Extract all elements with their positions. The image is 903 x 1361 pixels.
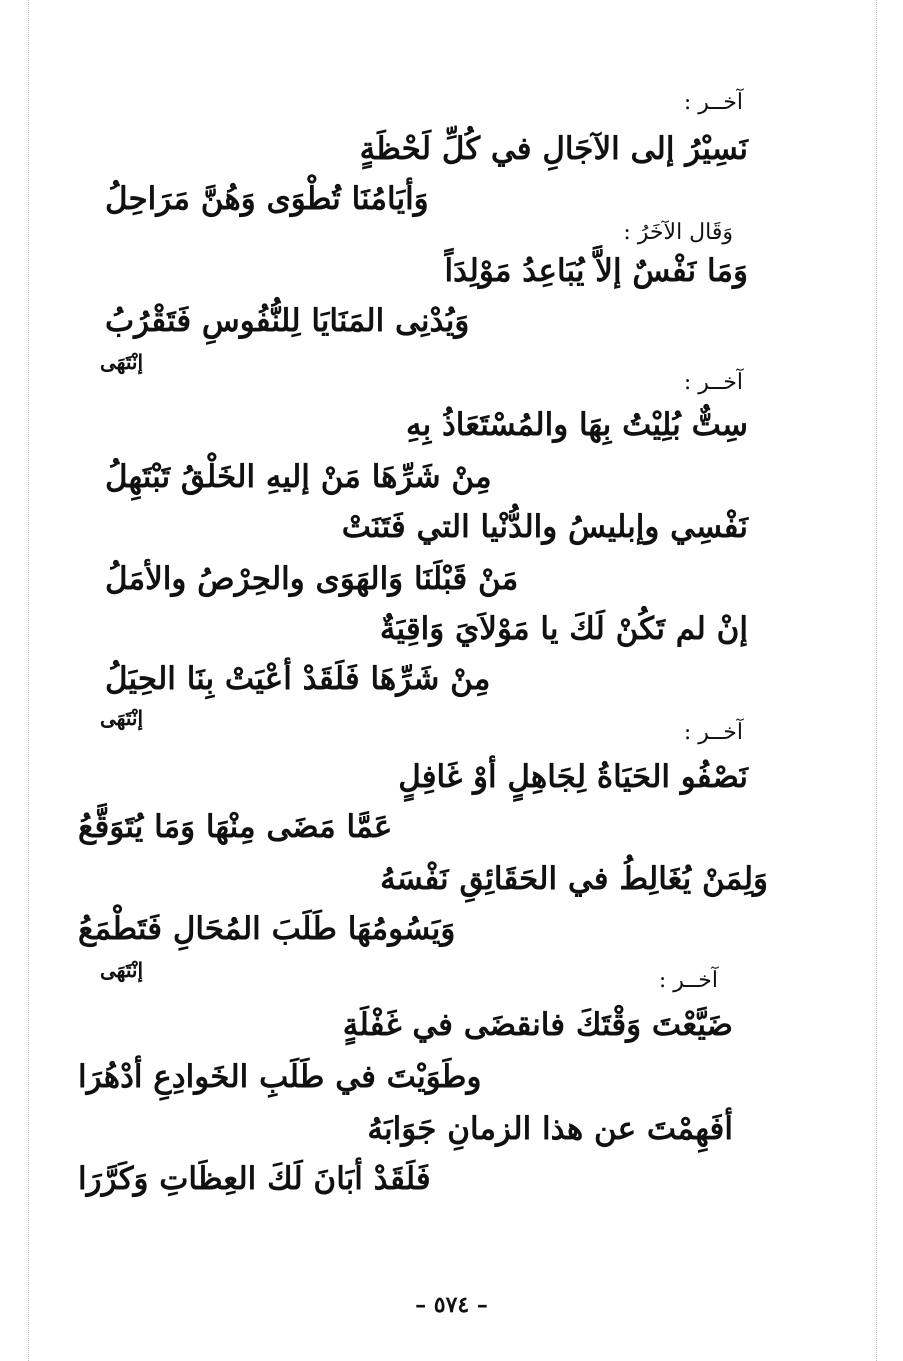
verse-line: وَأيَامُنَا تُطْوَى وَهُنَّ مَرَاحِلُ [105,181,429,217]
verse-line: نَفْسِي وإبليسُ والدُّنْيا التي فَتَنَتْ [341,509,748,545]
page-number: – ٥٧٤ – [415,1292,488,1318]
verse-line: فَلَقَدْ أبَانَ لَكَ العِظَاتِ وَكَرَّرَا [78,1161,431,1197]
verse-line: ضَيَّعْتَ وَقْتَكَ فانقضَى في غَفْلَةٍ [342,1007,733,1043]
verse-line: وَلِمَنْ يُغَالِطُ في الحَقَائِقِ نَفْسَهُ [380,861,768,897]
verse-line: إنْ لم تَكُنْ لَكَ يا مَوْلاَيَ وَاقِيَةٌ [379,611,748,647]
left-margin-line [28,0,29,1361]
verse-line: وطَوَيْتَ في طَلَبِ الخَوادِعِ أدْهُرَا [78,1059,482,1095]
poem-heading: وَقَال الآخَرُ : [623,220,733,245]
verse-line: عَمَّا مَضَى مِنْهَا وَمَا يُتَوَقَّعُ [78,809,393,845]
verse-line: سِتٌّ بُلِيْتُ بِهَا والمُسْتَعَاذُ بِهِ [405,407,748,443]
end-label: إنْتَهَى [100,350,144,374]
verse-line: أفَهِمْتَ عن هذا الزمانِ جَوَابَهُ [367,1111,733,1147]
verse-line: مِنْ شَرِّهَا فَلَقَدْ أعْيَتْ بِنَا الحِيَلُ [105,661,491,697]
verse-line: وَيَسُومُهَا طَلَبَ المُحَالِ فَتَطْمَعُ [78,911,456,947]
end-label: إنْتَهَى [100,958,144,982]
verse-line: وَيُدْنِى المَنَايَا لِلنُّفُوسِ فَتَقْرُبُ [105,303,470,339]
poem-heading: آخــر : [658,968,718,993]
poem-heading: آخــر : [683,90,743,115]
poem-heading: آخــر : [683,720,743,745]
verse-line: نَسِيْرُ إلى الآجَالِ في كُلِّ لَحْظَةٍ [359,131,748,167]
right-margin-line [876,0,877,1361]
verse-line: مَنْ قَبْلَنَا وَالهَوَى والحِرْصُ والأمَلُ [105,561,519,597]
end-label: إنْتَهَى [100,706,144,730]
verse-line: وَمَا نَفْسٌ إلاَّ يُبَاعِدُ مَوْلِدَاً [444,253,748,289]
verse-line: مِنْ شَرِّهَا مَنْ إليهِ الخَلْقُ تَبْتَهِلُ [105,459,492,495]
verse-line: نَصْفُو الحَيَاةُ لِجَاهِلٍ أوْ غَافِلٍ [398,759,748,795]
poem-heading: آخــر : [683,370,743,395]
